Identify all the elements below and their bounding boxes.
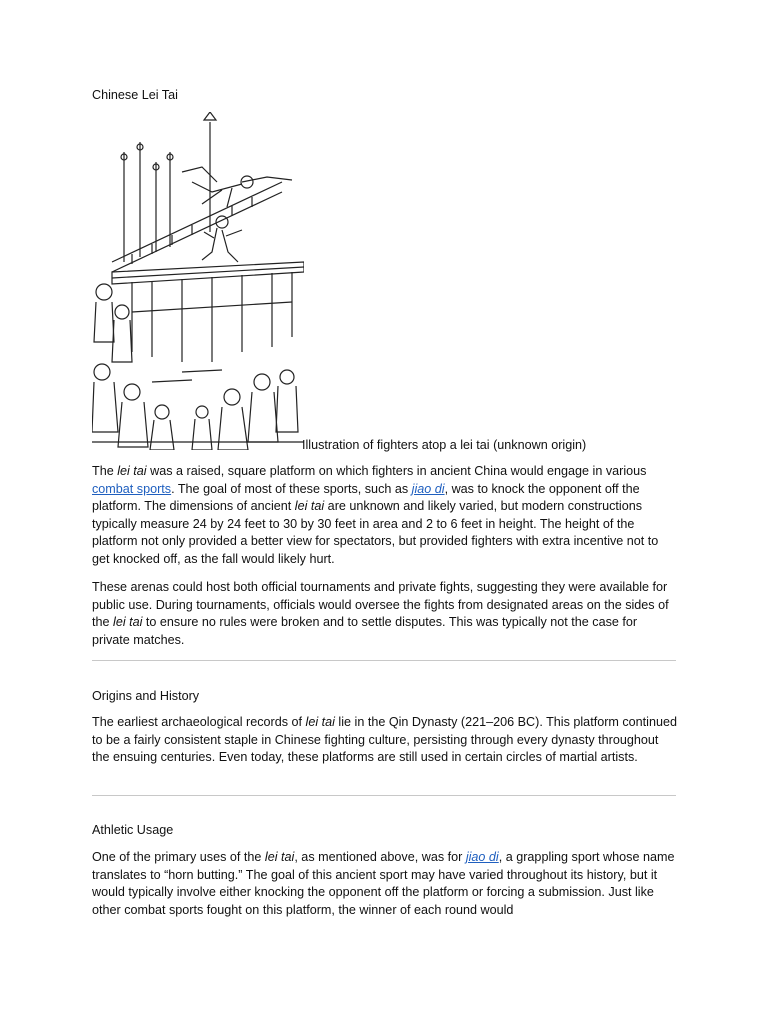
section-divider <box>92 660 676 661</box>
italic-term: lei tai <box>113 615 143 630</box>
text-run: These arenas could host both official tournaments and private fights, suggesting they were available for public use. During tournaments, officials would oversee the fights from designated areas on the sides of the <box>92 580 669 630</box>
italic-term: lei tai <box>294 499 325 514</box>
text-run: to ensure no rules were broken and to settle disputes. This was typically not the case for private matches. <box>92 615 638 647</box>
paragraph-lei-tai-description <box>92 463 678 569</box>
paragraph-origins <box>92 714 678 767</box>
section-heading-athletic-usage: Athletic Usage <box>92 823 174 837</box>
figure-caption: Illustration of fighters atop a lei tai (unknown origin) <box>302 438 587 452</box>
text-run: , was to knock the opponent off the platform. The dimensions of ancient <box>92 481 640 514</box>
italic-term: lei tai <box>305 715 335 729</box>
jiao-di-link[interactable]: jiao di <box>411 481 445 496</box>
jiao-di-link[interactable]: jiao di <box>465 850 499 864</box>
section-heading-chinese-lei-tai: Chinese Lei Tai <box>92 88 178 102</box>
lei-tai-drawing <box>92 112 304 450</box>
italic-term: lei tai <box>117 464 147 478</box>
combat-sports-link[interactable]: combat sports <box>92 481 172 496</box>
paragraph-arenas <box>92 579 678 649</box>
text-run: are unknown and likely varied, but modern constructions typically measure 24 by 24 feet to 30 by 30 feet in area and 2 to 6 feet in height. The height of the platform not only provided a better view for spectators, but provided fighters with extra incentive not to get knocked off, as the fall would likely hurt. <box>92 499 659 566</box>
section-heading-origins: Origins and History <box>92 689 200 703</box>
lei-tai-illustration <box>92 112 304 450</box>
text-run: The earliest archaeological records of <box>92 715 306 729</box>
text-run: One of the primary uses of the <box>92 850 265 864</box>
text-run: lie in the Qin Dynasty (221–206 BC). This platform continued to be a fairly consistent staple in Chinese fighting culture, persisting through every dynasty throughout the ensuing centuries. Even today, these platforms are still used in certain circles of martial artists. <box>92 715 677 765</box>
text-run: . The goal of most of these sports, such as <box>171 481 412 496</box>
paragraph-athletic-usage <box>92 849 678 919</box>
text-run: was a raised, square platform on which fighters in ancient China would engage in various <box>146 464 647 478</box>
text-run: , as mentioned above, was for <box>294 850 466 864</box>
section-divider <box>92 795 676 796</box>
italic-term: lei tai <box>264 850 295 864</box>
text-run: The <box>92 464 118 478</box>
text-run: , a grappling sport whose name translates to “horn butting.” The goal of this ancient sport may have varied throughout its history, but it would typically involve either knocking the opponent off the platform or forcing a submission. Just like other combat sports fought on this platform, the winner of each round would <box>92 850 675 917</box>
